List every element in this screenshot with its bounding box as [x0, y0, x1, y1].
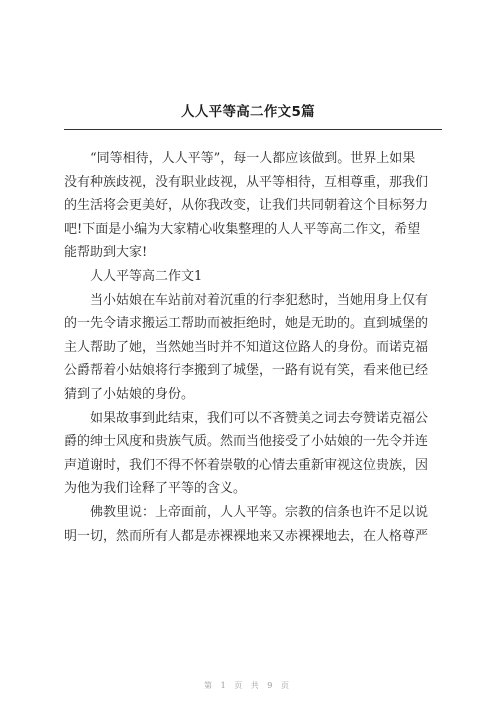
paragraph-line: 当小姑娘在车站前对着沉重的行李犯愁时，当她用身上仅有 [90, 292, 429, 308]
paragraph-line: 的生活将会更美好，从你我改变，让我们共同朝着这个目标努力 [64, 198, 429, 214]
paragraph-line: 公爵帮着小姑娘将行李搬到了城堡，一路有说有笑，看来他已经 [64, 363, 429, 379]
paragraph-line: 吧!下面是小编为大家精心收集整理的人人平等高二作文，希望 [64, 221, 421, 237]
paragraph-line: 主人帮助了她，当然她当时并不知道这位路人的身份。而诺克福 [64, 339, 429, 355]
paragraph-line: 的一先令请求搬运工帮助而被拒绝时，她是无助的。直到城堡的 [64, 316, 429, 332]
paragraph-line: “同等相待，人人平等”，每一人都应该做到。世界上如果 [90, 151, 416, 166]
page-number-footer: 第 1 页 共 9 页 [204, 681, 292, 690]
title-divider [64, 129, 442, 130]
paragraph-line: 如果故事到此结束，我们可以不吝赞美之词去夸赞诺克福公 [90, 410, 429, 426]
paragraph-line: 猜到了小姑娘的身份。 [64, 386, 195, 402]
paragraph-line: 能帮助到大家! [64, 245, 148, 261]
paragraph-line: 声道谢时，我们不得不怀着崇敬的心情去重新审视这位贵族，因 [64, 457, 429, 473]
paragraph-line: 爵的绅士风度和贵族气质。然而当他接受了小姑娘的一先令并连 [64, 434, 429, 450]
paragraph-line: 没有种族歧视，没有职业歧视，从平等相待，互相尊重，那我们 [64, 174, 429, 190]
document-body [64, 147, 444, 548]
section-heading: 人人平等高二作文1 [90, 268, 203, 284]
paragraph-line: 佛教里说：上帝面前，人人平等。宗教的信条也许不足以说 [90, 504, 429, 520]
paragraph-line: 为他为我们诠释了平等的含义。 [64, 481, 247, 497]
paragraph-line: 明一切，然而所有人都是赤裸裸地来又赤裸裸地去，在人格尊严 [64, 528, 429, 544]
document-title: 人人平等高二作文5篇 [181, 104, 315, 120]
